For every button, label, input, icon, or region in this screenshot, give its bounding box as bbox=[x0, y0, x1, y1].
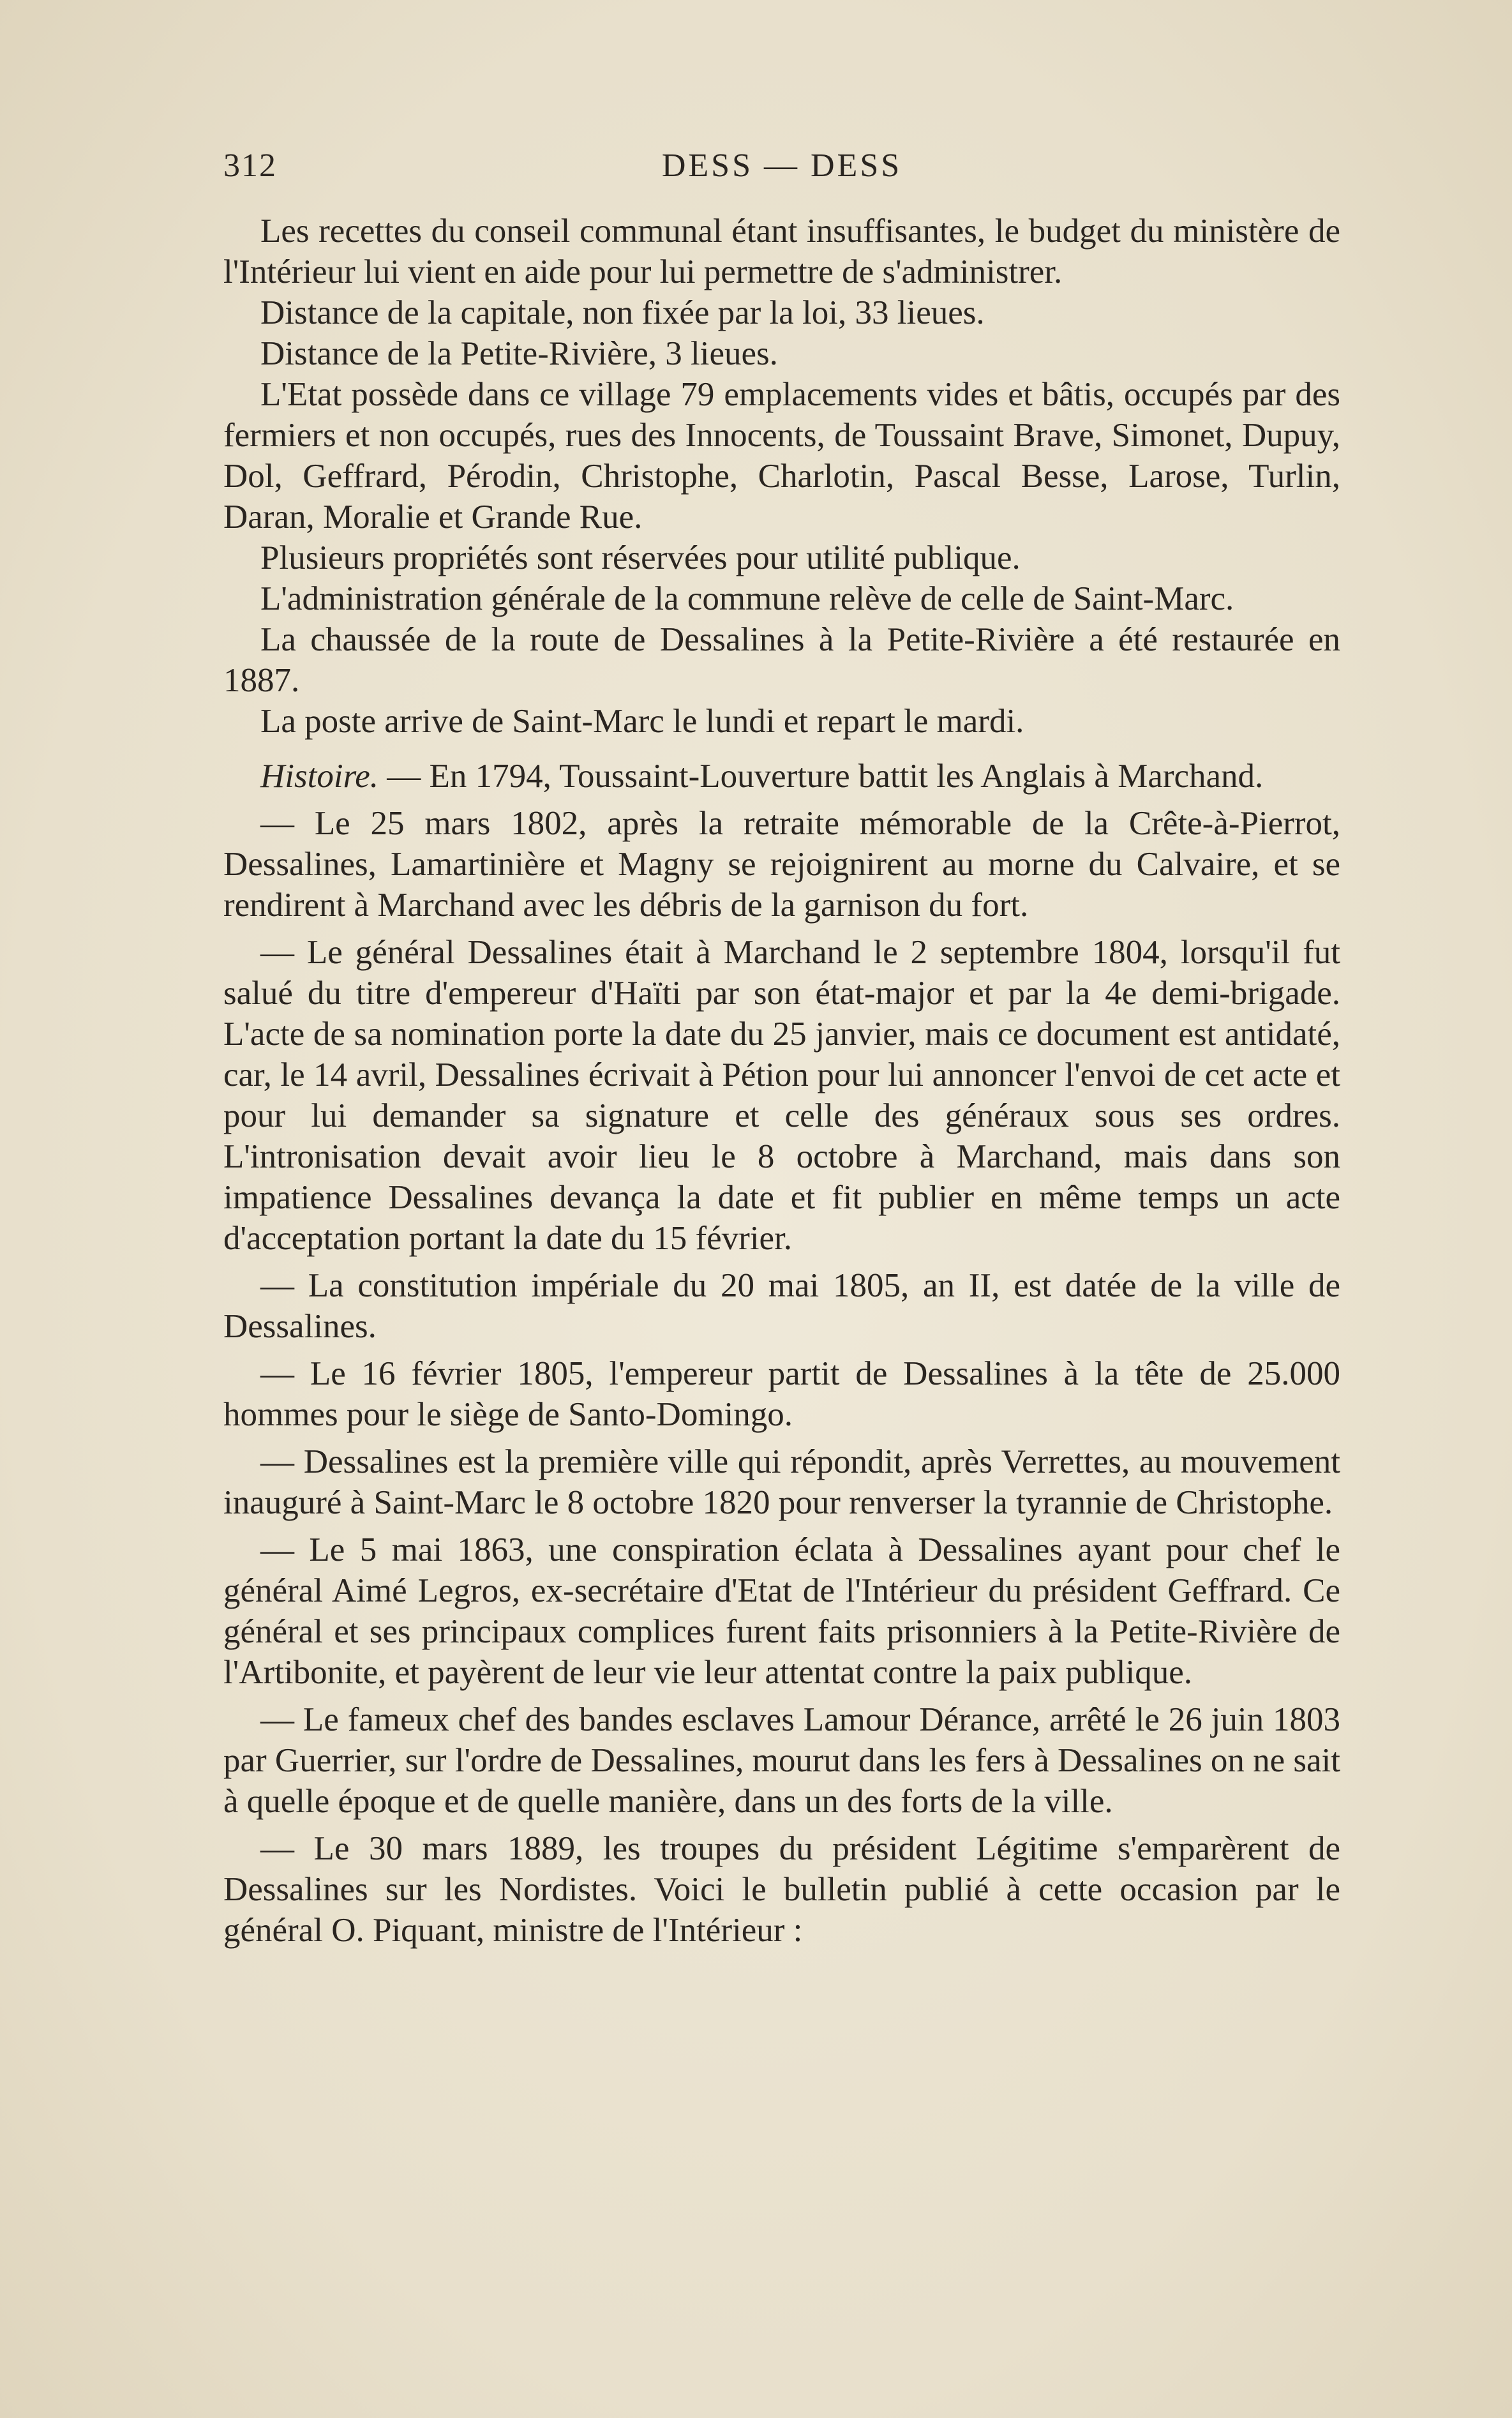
event-paragraph: — Le 5 mai 1863, une conspiration éclata à Dessalines ayant pour chef le général Aimé Legros, ex-secrétaire d'Etat de l'Intérieur du président Geffrard. Ce général et ses principaux complices furent faits prisonniers à la Petite-Rivière de l'Artibonite, et payèrent de leur vie leur attentat contre la paix publique. bbox=[223, 1531, 1340, 1691]
event-paragraph: — Le 30 mars 1889, les troupes du président Légitime s'emparèrent de Dessalines sur les Nordistes. Voici le bulletin publié à cette occasion par le général O. Piquant, ministre de l'Intérieur : bbox=[223, 1830, 1340, 1949]
event-paragraph: — Le général Dessalines était à Marchand le 2 septembre 1804, lorsqu'il fut salué du titre d'empereur d'Haïti par son état-major et par la 4e demi-brigade. L'acte de sa nomination porte la date du 25 janvier, mais ce document est antidaté, car, le 14 avril, Dessalines écrivait à Pétion pour lui annoncer l'envoi de cet acte et pour lui demander sa signature et celle des généraux sous ses ordres. L'intronisation devait avoir lieu le 8 octobre à Marchand, mais dans son impatience Dessalines devança la date et fit publier en même temps un acte d'acceptation portant la date du 15 février. bbox=[223, 934, 1340, 1257]
paragraph: Les recettes du conseil communal étant insuffisantes, le budget du ministère de l'Intérieur lui vient en aide pour lui permettre de s'administrer. bbox=[223, 213, 1340, 290]
paragraph: L'administration générale de la commune relève de celle de Saint-Marc. bbox=[260, 580, 1234, 617]
history-text: — En 1794, Toussaint-Louverture battit les Anglais à Marchand. bbox=[378, 758, 1264, 795]
paragraph: La chaussée de la route de Dessalines à la Petite-Rivière a été restaurée en 1887. bbox=[223, 621, 1340, 699]
page-number: 312 bbox=[223, 147, 277, 184]
history-label: Histoire. bbox=[260, 758, 379, 795]
paragraph: Plusieurs propriétés sont réservées pour utilité publique. bbox=[260, 539, 1021, 576]
event-paragraph: — La constitution impériale du 20 mai 1805, an II, est datée de la ville de Dessalines. bbox=[223, 1267, 1340, 1345]
running-title: DESS — DESS bbox=[661, 147, 902, 184]
paragraph: Distance de la capitale, non fixée par la loi, 33 lieues. bbox=[260, 294, 985, 331]
page-header bbox=[223, 147, 1340, 204]
paragraph: L'Etat possède dans ce village 79 emplacements vides et bâtis, occupés par des fermiers et non occupés, rues des Innocents, de Toussaint Brave, Simonet, Dupuy, Dol, Geffrard, Pérodin, Christophe, Charlotin, Pascal Besse, Larose, Turlin, Daran, Moralie et Grande Rue. bbox=[223, 376, 1340, 536]
paragraph: La poste arrive de Saint-Marc le lundi et repart le mardi. bbox=[260, 703, 1024, 740]
paragraph: Distance de la Petite-Rivière, 3 lieues. bbox=[260, 335, 778, 372]
page-body bbox=[223, 211, 1340, 1951]
event-paragraph: — Le 25 mars 1802, après la retraite mémorable de la Crête-à-Pierrot, Dessalines, Lamartinière et Magny se rejoignirent au morne du Calvaire, et se rendirent à Marchand avec les débris de la garnison du fort. bbox=[223, 805, 1340, 924]
event-paragraph: — Dessalines est la première ville qui répondit, après Verrettes, au mouvement inauguré à Saint-Marc le 8 octobre 1820 pour renverser la tyrannie de Christophe. bbox=[223, 1443, 1340, 1521]
event-paragraph: — Le 16 février 1805, l'empereur partit de Dessalines à la tête de 25.000 hommes pour le siège de Santo-Domingo. bbox=[223, 1355, 1340, 1433]
event-paragraph: — Le fameux chef des bandes esclaves Lamour Dérance, arrêté le 26 juin 1803 par Guerrier, sur l'ordre de Dessalines, mourut dans les fers à Dessalines on ne sait à quelle époque et de quelle manière, dans un des forts de la ville. bbox=[223, 1701, 1341, 1820]
history-paragraph bbox=[223, 756, 1340, 797]
